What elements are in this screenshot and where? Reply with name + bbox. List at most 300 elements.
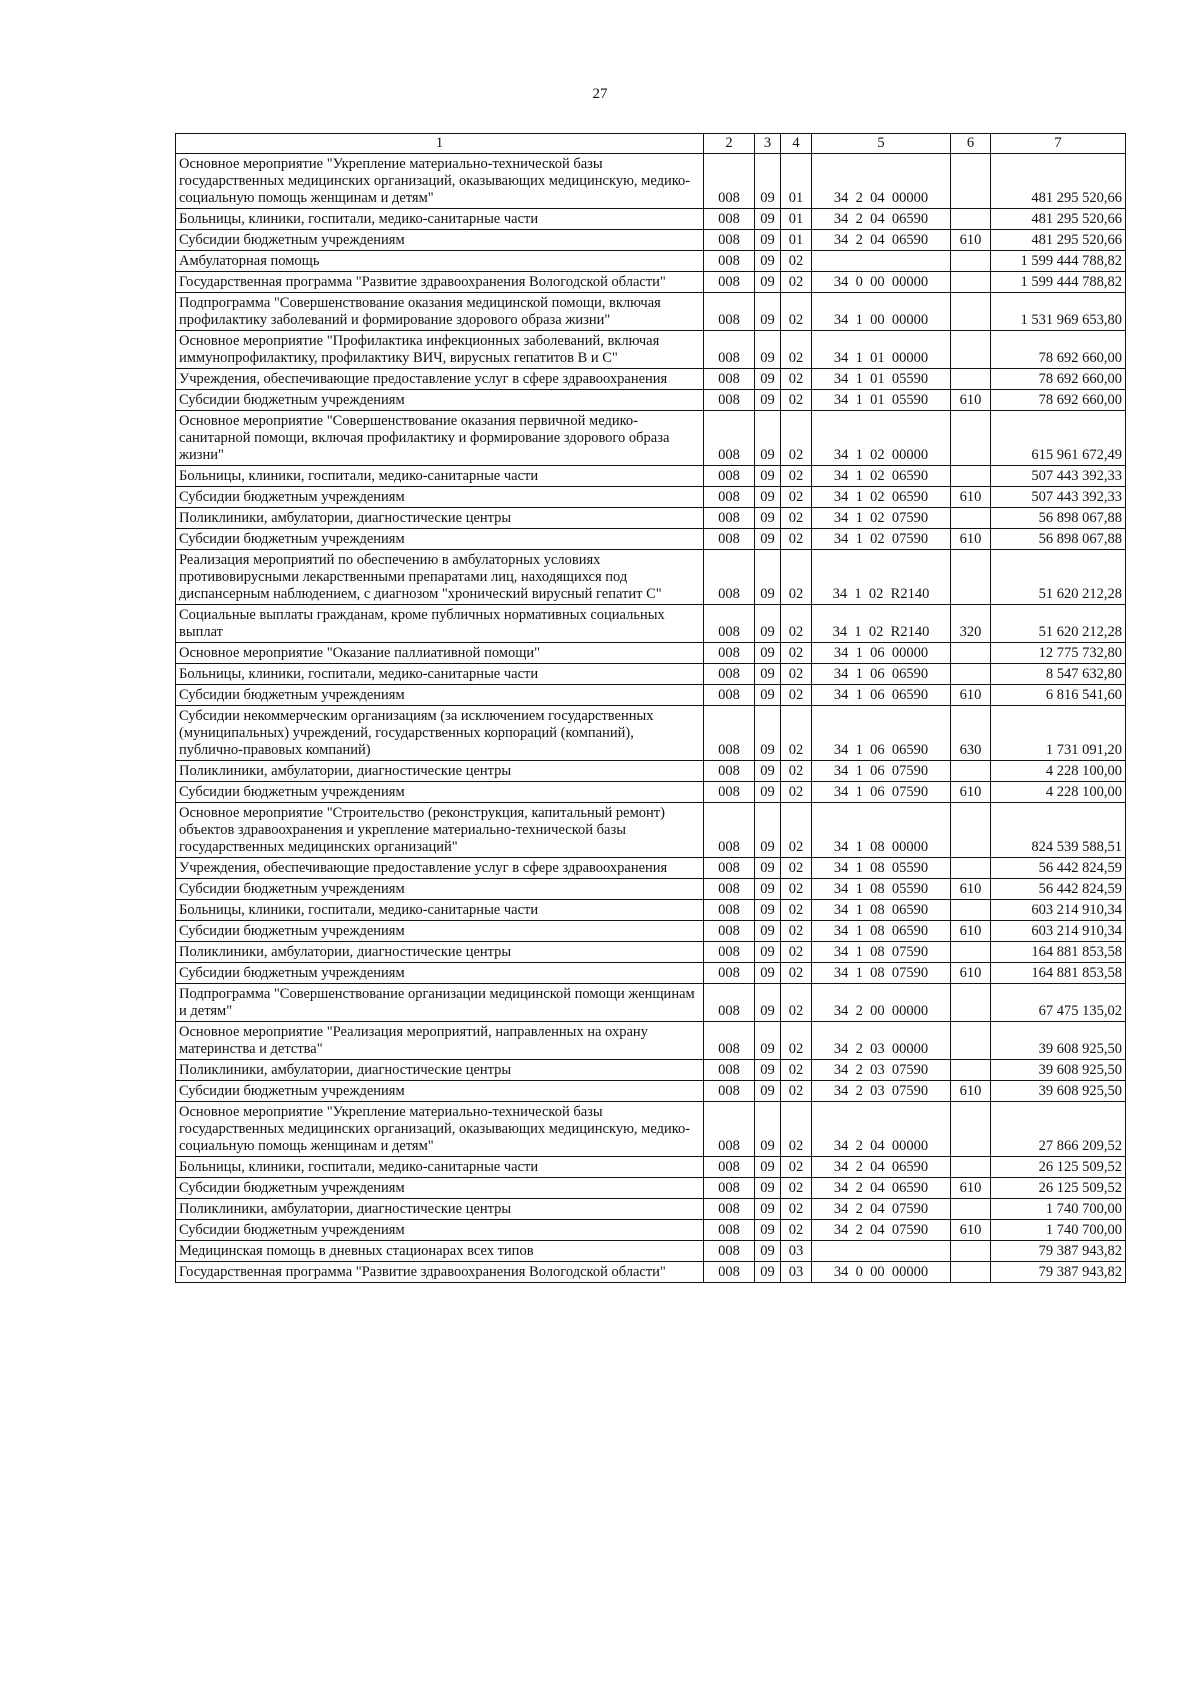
section-code-cell: 09 (755, 251, 781, 272)
row-name-cell: Основное мероприятие "Оказание паллиативной помощи" (176, 643, 704, 664)
header-col-2: 2 (704, 134, 755, 154)
subsection-code-cell: 02 (781, 643, 812, 664)
expense-type-cell: 610 (951, 921, 991, 942)
subsection-code-cell: 01 (781, 209, 812, 230)
amount-cell: 824 539 588,51 (991, 803, 1126, 858)
expense-type-cell (951, 272, 991, 293)
table-row (176, 858, 1126, 879)
admin-code-cell: 008 (704, 293, 755, 331)
subsection-code-cell: 03 (781, 1241, 812, 1262)
section-code-cell: 09 (755, 1241, 781, 1262)
section-code-cell: 09 (755, 466, 781, 487)
header-col-3: 3 (755, 134, 781, 154)
expense-type-cell: 610 (951, 487, 991, 508)
subsection-code-cell: 02 (781, 879, 812, 900)
subsection-code-cell: 02 (781, 369, 812, 390)
row-name-cell: Основное мероприятие "Укрепление материально-технической базы государственных медицинских организаций, оказывающих медицинскую, медико-социальную помощь женщинам и детям" (176, 154, 704, 209)
target-article-cell: 34 1 06 07590 (812, 761, 951, 782)
amount-cell: 12 775 732,80 (991, 643, 1126, 664)
subsection-code-cell: 02 (781, 803, 812, 858)
header-col-6: 6 (951, 134, 991, 154)
admin-code-cell: 008 (704, 550, 755, 605)
row-name-cell: Медицинская помощь в дневных стационарах всех типов (176, 1241, 704, 1262)
subsection-code-cell: 02 (781, 685, 812, 706)
row-name-cell: Поликлиники, амбулатории, диагностические центры (176, 942, 704, 963)
expense-type-cell (951, 1060, 991, 1081)
section-code-cell: 09 (755, 963, 781, 984)
admin-code-cell: 008 (704, 858, 755, 879)
row-name-cell: Субсидии бюджетным учреждениям (176, 685, 704, 706)
row-name-cell: Основное мероприятие "Укрепление материально-технической базы государственных медицинских организаций, оказывающих медицинскую, медико-социальную помощь женщинам и детям" (176, 1102, 704, 1157)
row-name-cell: Государственная программа "Развитие здравоохранения Вологодской области" (176, 1262, 704, 1283)
row-name-cell: Больницы, клиники, госпитали, медико-санитарные части (176, 466, 704, 487)
table-row (176, 605, 1126, 643)
amount-cell: 79 387 943,82 (991, 1241, 1126, 1262)
row-name-cell: Государственная программа "Развитие здравоохранения Вологодской области" (176, 272, 704, 293)
amount-cell: 79 387 943,82 (991, 1262, 1126, 1283)
expense-type-cell: 610 (951, 529, 991, 550)
section-code-cell: 09 (755, 1081, 781, 1102)
admin-code-cell: 008 (704, 761, 755, 782)
target-article-cell: 34 1 06 07590 (812, 782, 951, 803)
target-article-cell: 34 1 02 06590 (812, 487, 951, 508)
section-code-cell: 09 (755, 508, 781, 529)
target-article-cell: 34 1 01 05590 (812, 390, 951, 411)
amount-cell: 51 620 212,28 (991, 550, 1126, 605)
expense-type-cell (951, 154, 991, 209)
row-name-cell: Подпрограмма "Совершенствование оказания медицинской помощи, включая профилактику заболеваний и формирование здорового образа жизни" (176, 293, 704, 331)
amount-cell: 56 898 067,88 (991, 529, 1126, 550)
section-code-cell: 09 (755, 803, 781, 858)
amount-cell: 481 295 520,66 (991, 154, 1126, 209)
target-article-cell: 34 1 00 00000 (812, 293, 951, 331)
table-row (176, 761, 1126, 782)
table-row (176, 251, 1126, 272)
target-article-cell: 34 1 02 R2140 (812, 550, 951, 605)
row-name-cell: Больницы, клиники, госпитали, медико-санитарные части (176, 209, 704, 230)
section-code-cell: 09 (755, 529, 781, 550)
target-article-cell: 34 0 00 00000 (812, 1262, 951, 1283)
table-row (176, 942, 1126, 963)
table-row (176, 331, 1126, 369)
section-code-cell: 09 (755, 550, 781, 605)
target-article-cell: 34 2 03 07590 (812, 1081, 951, 1102)
header-col-1: 1 (176, 134, 704, 154)
expense-type-cell: 610 (951, 390, 991, 411)
admin-code-cell: 008 (704, 1081, 755, 1102)
table-row (176, 963, 1126, 984)
header-col-4: 4 (781, 134, 812, 154)
target-article-cell: 34 1 08 00000 (812, 803, 951, 858)
target-article-cell: 34 1 02 00000 (812, 411, 951, 466)
table-row (176, 1220, 1126, 1241)
admin-code-cell: 008 (704, 369, 755, 390)
admin-code-cell: 008 (704, 154, 755, 209)
expense-type-cell (951, 1241, 991, 1262)
table-row (176, 508, 1126, 529)
row-name-cell: Субсидии бюджетным учреждениям (176, 921, 704, 942)
subsection-code-cell: 02 (781, 550, 812, 605)
expense-type-cell (951, 803, 991, 858)
section-code-cell: 09 (755, 209, 781, 230)
table-row (176, 550, 1126, 605)
expense-type-cell (951, 664, 991, 685)
subsection-code-cell: 02 (781, 782, 812, 803)
subsection-code-cell: 02 (781, 605, 812, 643)
target-article-cell: 34 1 06 06590 (812, 664, 951, 685)
expense-type-cell (951, 942, 991, 963)
expense-type-cell (951, 293, 991, 331)
header-row (176, 134, 1126, 154)
table-row (176, 1022, 1126, 1060)
subsection-code-cell: 02 (781, 331, 812, 369)
section-code-cell: 09 (755, 230, 781, 251)
amount-cell: 67 475 135,02 (991, 984, 1126, 1022)
subsection-code-cell: 02 (781, 900, 812, 921)
amount-cell: 8 547 632,80 (991, 664, 1126, 685)
budget-table (175, 133, 1126, 1283)
table-row (176, 1102, 1126, 1157)
target-article-cell (812, 251, 951, 272)
amount-cell: 56 442 824,59 (991, 879, 1126, 900)
section-code-cell: 09 (755, 1060, 781, 1081)
table-row (176, 706, 1126, 761)
row-name-cell: Больницы, клиники, госпитали, медико-санитарные части (176, 1157, 704, 1178)
table-row (176, 369, 1126, 390)
row-name-cell: Социальные выплаты гражданам, кроме публичных нормативных социальных выплат (176, 605, 704, 643)
admin-code-cell: 008 (704, 879, 755, 900)
expense-type-cell: 610 (951, 879, 991, 900)
expense-type-cell (951, 900, 991, 921)
subsection-code-cell: 02 (781, 858, 812, 879)
expense-type-cell: 610 (951, 1081, 991, 1102)
expense-type-cell (951, 1157, 991, 1178)
row-name-cell: Основное мероприятие "Совершенствование оказания первичной медико-санитарной помощи, включая профилактику и формирование здорового образа жизни" (176, 411, 704, 466)
target-article-cell: 34 2 03 07590 (812, 1060, 951, 1081)
target-article-cell (812, 1241, 951, 1262)
section-code-cell: 09 (755, 921, 781, 942)
table-row (176, 900, 1126, 921)
admin-code-cell: 008 (704, 1060, 755, 1081)
admin-code-cell: 008 (704, 1178, 755, 1199)
table-body (176, 154, 1126, 1283)
expense-type-cell (951, 209, 991, 230)
admin-code-cell: 008 (704, 921, 755, 942)
target-article-cell: 34 2 04 00000 (812, 1102, 951, 1157)
admin-code-cell: 008 (704, 331, 755, 369)
amount-cell: 78 692 660,00 (991, 390, 1126, 411)
subsection-code-cell: 02 (781, 487, 812, 508)
expense-type-cell (951, 1199, 991, 1220)
admin-code-cell: 008 (704, 984, 755, 1022)
subsection-code-cell: 02 (781, 706, 812, 761)
amount-cell: 1 531 969 653,80 (991, 293, 1126, 331)
amount-cell: 603 214 910,34 (991, 921, 1126, 942)
subsection-code-cell: 02 (781, 1060, 812, 1081)
section-code-cell: 09 (755, 664, 781, 685)
expense-type-cell (951, 984, 991, 1022)
section-code-cell: 09 (755, 984, 781, 1022)
admin-code-cell: 008 (704, 411, 755, 466)
amount-cell: 603 214 910,34 (991, 900, 1126, 921)
amount-cell: 27 866 209,52 (991, 1102, 1126, 1157)
table-row (176, 487, 1126, 508)
section-code-cell: 09 (755, 390, 781, 411)
table-row (176, 879, 1126, 900)
row-name-cell: Субсидии бюджетным учреждениям (176, 1081, 704, 1102)
target-article-cell: 34 1 08 05590 (812, 879, 951, 900)
section-code-cell: 09 (755, 900, 781, 921)
target-article-cell: 34 1 06 06590 (812, 706, 951, 761)
subsection-code-cell: 02 (781, 1081, 812, 1102)
section-code-cell: 09 (755, 272, 781, 293)
table-row (176, 293, 1126, 331)
row-name-cell: Субсидии бюджетным учреждениям (176, 487, 704, 508)
target-article-cell: 34 1 01 00000 (812, 331, 951, 369)
subsection-code-cell: 02 (781, 411, 812, 466)
section-code-cell: 09 (755, 1220, 781, 1241)
expense-type-cell (951, 550, 991, 605)
amount-cell: 507 443 392,33 (991, 466, 1126, 487)
table-row (176, 1060, 1126, 1081)
expense-type-cell (951, 331, 991, 369)
admin-code-cell: 008 (704, 963, 755, 984)
subsection-code-cell: 01 (781, 230, 812, 251)
amount-cell: 615 961 672,49 (991, 411, 1126, 466)
admin-code-cell: 008 (704, 1157, 755, 1178)
row-name-cell: Поликлиники, амбулатории, диагностические центры (176, 1199, 704, 1220)
target-article-cell: 34 2 04 07590 (812, 1199, 951, 1220)
subsection-code-cell: 02 (781, 1220, 812, 1241)
amount-cell: 39 608 925,50 (991, 1060, 1126, 1081)
subsection-code-cell: 02 (781, 664, 812, 685)
table-row (176, 685, 1126, 706)
expense-type-cell: 610 (951, 963, 991, 984)
row-name-cell: Поликлиники, амбулатории, диагностические центры (176, 761, 704, 782)
admin-code-cell: 008 (704, 529, 755, 550)
expense-type-cell (951, 761, 991, 782)
admin-code-cell: 008 (704, 1102, 755, 1157)
subsection-code-cell: 02 (781, 984, 812, 1022)
table-row (176, 154, 1126, 209)
section-code-cell: 09 (755, 1199, 781, 1220)
subsection-code-cell: 01 (781, 154, 812, 209)
section-code-cell: 09 (755, 331, 781, 369)
table-row (176, 1199, 1126, 1220)
section-code-cell: 09 (755, 487, 781, 508)
row-name-cell: Поликлиники, амбулатории, диагностические центры (176, 508, 704, 529)
admin-code-cell: 008 (704, 706, 755, 761)
section-code-cell: 09 (755, 293, 781, 331)
section-code-cell: 09 (755, 154, 781, 209)
section-code-cell: 09 (755, 879, 781, 900)
subsection-code-cell: 02 (781, 508, 812, 529)
amount-cell: 1 731 091,20 (991, 706, 1126, 761)
amount-cell: 39 608 925,50 (991, 1081, 1126, 1102)
target-article-cell: 34 1 08 06590 (812, 900, 951, 921)
admin-code-cell: 008 (704, 1220, 755, 1241)
expense-type-cell: 610 (951, 782, 991, 803)
header-col-7: 7 (991, 134, 1126, 154)
expense-type-cell (951, 411, 991, 466)
admin-code-cell: 008 (704, 466, 755, 487)
target-article-cell: 34 1 08 05590 (812, 858, 951, 879)
row-name-cell: Амбулаторная помощь (176, 251, 704, 272)
target-article-cell: 34 2 04 07590 (812, 1220, 951, 1241)
subsection-code-cell: 02 (781, 963, 812, 984)
admin-code-cell: 008 (704, 664, 755, 685)
target-article-cell: 34 1 02 07590 (812, 529, 951, 550)
section-code-cell: 09 (755, 1102, 781, 1157)
admin-code-cell: 008 (704, 209, 755, 230)
row-name-cell: Субсидии бюджетным учреждениям (176, 1178, 704, 1199)
expense-type-cell (951, 466, 991, 487)
target-article-cell: 34 2 00 00000 (812, 984, 951, 1022)
target-article-cell: 34 0 00 00000 (812, 272, 951, 293)
target-article-cell: 34 2 03 00000 (812, 1022, 951, 1060)
subsection-code-cell: 02 (781, 921, 812, 942)
amount-cell: 6 816 541,60 (991, 685, 1126, 706)
row-name-cell: Реализация мероприятий по обеспечению в амбулаторных условиях противовирусными лекарственными препаратами лиц, находящихся под диспансерным наблюдением, с диагнозом "хронический вирусный гепатит С" (176, 550, 704, 605)
expense-type-cell: 630 (951, 706, 991, 761)
section-code-cell: 09 (755, 685, 781, 706)
section-code-cell: 09 (755, 643, 781, 664)
table-row (176, 984, 1126, 1022)
row-name-cell: Больницы, клиники, госпитали, медико-санитарные части (176, 664, 704, 685)
table-row (176, 1178, 1126, 1199)
expense-type-cell: 610 (951, 1220, 991, 1241)
target-article-cell: 34 1 06 06590 (812, 685, 951, 706)
target-article-cell: 34 1 02 07590 (812, 508, 951, 529)
amount-cell: 56 442 824,59 (991, 858, 1126, 879)
target-article-cell: 34 2 04 06590 (812, 230, 951, 251)
row-name-cell: Подпрограмма "Совершенствование организации медицинской помощи женщинам и детям" (176, 984, 704, 1022)
admin-code-cell: 008 (704, 803, 755, 858)
table-row (176, 782, 1126, 803)
expense-type-cell: 610 (951, 230, 991, 251)
amount-cell: 39 608 925,50 (991, 1022, 1126, 1060)
section-code-cell: 09 (755, 605, 781, 643)
target-article-cell: 34 1 02 06590 (812, 466, 951, 487)
admin-code-cell: 008 (704, 251, 755, 272)
section-code-cell: 09 (755, 761, 781, 782)
admin-code-cell: 008 (704, 272, 755, 293)
target-article-cell: 34 2 04 06590 (812, 209, 951, 230)
row-name-cell: Основное мероприятие "Профилактика инфекционных заболеваний, включая иммунопрофилактику, профилактику ВИЧ, вирусных гепатитов В и С" (176, 331, 704, 369)
table-row (176, 1157, 1126, 1178)
target-article-cell: 34 2 04 06590 (812, 1178, 951, 1199)
section-code-cell: 09 (755, 782, 781, 803)
row-name-cell: Субсидии бюджетным учреждениям (176, 529, 704, 550)
subsection-code-cell: 02 (781, 1102, 812, 1157)
table-row (176, 390, 1126, 411)
table-row (176, 921, 1126, 942)
row-name-cell: Основное мероприятие "Реализация мероприятий, направленных на охрану материнства и детства" (176, 1022, 704, 1060)
section-code-cell: 09 (755, 1178, 781, 1199)
subsection-code-cell: 02 (781, 272, 812, 293)
subsection-code-cell: 02 (781, 942, 812, 963)
expense-type-cell (951, 508, 991, 529)
section-code-cell: 09 (755, 411, 781, 466)
table-row (176, 1241, 1126, 1262)
amount-cell: 1 599 444 788,82 (991, 272, 1126, 293)
amount-cell: 4 228 100,00 (991, 761, 1126, 782)
target-article-cell: 34 2 04 06590 (812, 1157, 951, 1178)
table-row (176, 1081, 1126, 1102)
admin-code-cell: 008 (704, 942, 755, 963)
table-row (176, 664, 1126, 685)
amount-cell: 164 881 853,58 (991, 963, 1126, 984)
target-article-cell: 34 1 08 07590 (812, 963, 951, 984)
admin-code-cell: 008 (704, 605, 755, 643)
expense-type-cell (951, 1102, 991, 1157)
subsection-code-cell: 02 (781, 293, 812, 331)
table-row (176, 466, 1126, 487)
target-article-cell: 34 1 02 R2140 (812, 605, 951, 643)
amount-cell: 507 443 392,33 (991, 487, 1126, 508)
row-name-cell: Субсидии бюджетным учреждениям (176, 963, 704, 984)
row-name-cell: Субсидии бюджетным учреждениям (176, 879, 704, 900)
row-name-cell: Учреждения, обеспечивающие предоставление услуг в сфере здравоохранения (176, 369, 704, 390)
target-article-cell: 34 1 06 00000 (812, 643, 951, 664)
section-code-cell: 09 (755, 1262, 781, 1283)
header-col-5: 5 (812, 134, 951, 154)
table-row (176, 643, 1126, 664)
target-article-cell: 34 2 04 00000 (812, 154, 951, 209)
section-code-cell: 09 (755, 369, 781, 390)
amount-cell: 1 740 700,00 (991, 1220, 1126, 1241)
subsection-code-cell: 02 (781, 390, 812, 411)
admin-code-cell: 008 (704, 643, 755, 664)
row-name-cell: Поликлиники, амбулатории, диагностические центры (176, 1060, 704, 1081)
table-row (176, 230, 1126, 251)
admin-code-cell: 008 (704, 782, 755, 803)
page-number: 27 (592, 86, 608, 102)
amount-cell: 481 295 520,66 (991, 209, 1126, 230)
amount-cell: 1 599 444 788,82 (991, 251, 1126, 272)
admin-code-cell: 008 (704, 685, 755, 706)
table-row (176, 411, 1126, 466)
amount-cell: 26 125 509,52 (991, 1178, 1126, 1199)
admin-code-cell: 008 (704, 1262, 755, 1283)
row-name-cell: Больницы, клиники, госпитали, медико-санитарные части (176, 900, 704, 921)
subsection-code-cell: 03 (781, 1262, 812, 1283)
amount-cell: 4 228 100,00 (991, 782, 1126, 803)
section-code-cell: 09 (755, 706, 781, 761)
admin-code-cell: 008 (704, 487, 755, 508)
table-row (176, 272, 1126, 293)
target-article-cell: 34 1 08 07590 (812, 942, 951, 963)
section-code-cell: 09 (755, 1022, 781, 1060)
row-name-cell: Учреждения, обеспечивающие предоставление услуг в сфере здравоохранения (176, 858, 704, 879)
admin-code-cell: 008 (704, 1022, 755, 1060)
subsection-code-cell: 02 (781, 761, 812, 782)
target-article-cell: 34 1 08 06590 (812, 921, 951, 942)
expense-type-cell: 320 (951, 605, 991, 643)
amount-cell: 78 692 660,00 (991, 369, 1126, 390)
amount-cell: 26 125 509,52 (991, 1157, 1126, 1178)
target-article-cell: 34 1 01 05590 (812, 369, 951, 390)
expense-type-cell (951, 1022, 991, 1060)
subsection-code-cell: 02 (781, 251, 812, 272)
expense-type-cell (951, 643, 991, 664)
amount-cell: 164 881 853,58 (991, 942, 1126, 963)
section-code-cell: 09 (755, 1157, 781, 1178)
admin-code-cell: 008 (704, 508, 755, 529)
section-code-cell: 09 (755, 858, 781, 879)
admin-code-cell: 008 (704, 230, 755, 251)
admin-code-cell: 008 (704, 1241, 755, 1262)
